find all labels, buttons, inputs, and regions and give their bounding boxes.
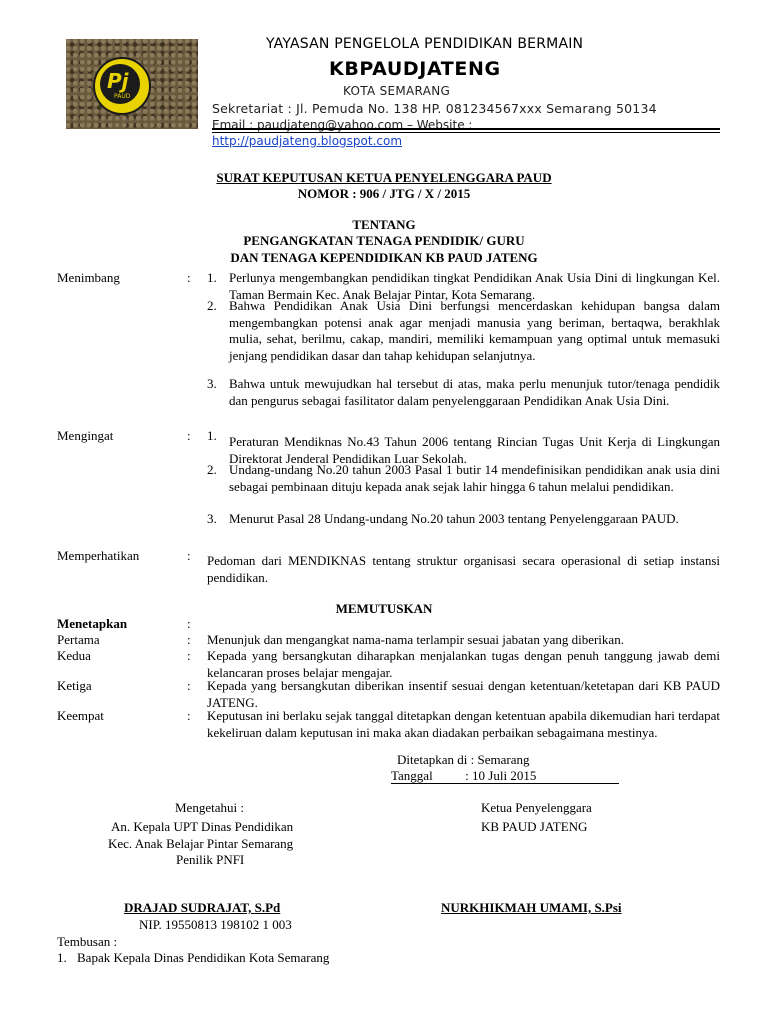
- left-sign-line4: Penilik PNFI: [176, 852, 245, 867]
- mengingat-item-2: Undang-undang No.20 tahun 2003 Pasal 1 butir 14 mendefinisikan pendidikan anak usia dini sebagai pembinaan dituju kepada anak sejak lahir hingga 6 tahun melalui pendidikan.: [229, 462, 720, 494]
- kedua-colon: :: [187, 648, 191, 663]
- menimbang-item-3: Bahwa untuk mewujudkan hal tersebut di atas, maka perlu menunjuk tutor/tenaga pendidik dan pengurus sebagai fasilitator dalam penyelenggaraan Pendidikan Anak Usia Dini.: [229, 376, 720, 408]
- pertama-label: Pertama: [57, 632, 100, 647]
- mengingat-num-1: 1.: [207, 428, 217, 443]
- org-address: Sekretariat : Jl. Pemuda No. 138 HP. 081234567xxx Semarang 50134: [212, 101, 657, 116]
- ditetapkan-place: Ditetapkan di : Semarang: [397, 752, 530, 767]
- subject-heading: TENTANG: [352, 217, 416, 232]
- mengingat-colon: :: [187, 428, 191, 443]
- keempat-colon: :: [187, 708, 191, 723]
- kedua-text: Kepada yang bersangkutan diharapkan menjalankan tugas dengan penuh tanggung jawab demi kelancaran proses belajar mengajar.: [207, 648, 720, 680]
- kedua-label: Kedua: [57, 648, 91, 663]
- tembusan-label: Tembusan :: [57, 934, 118, 949]
- right-sign-line1: Ketua Penyelenggara: [481, 800, 592, 815]
- tembusan-num-1: 1.: [57, 950, 67, 965]
- menimbang-num-3: 3.: [207, 376, 217, 391]
- org-name-line1: YAYASAN PENGELOLA PENDIDIKAN BERMAIN: [266, 36, 584, 52]
- right-signatory-name: NURKHIKMAH UMAMI, S.Psi: [441, 900, 622, 915]
- logo-emblem-icon: [93, 57, 151, 115]
- menimbang-num-1: 1.: [207, 270, 217, 285]
- pertama-colon: :: [187, 632, 191, 647]
- subject-line2: DAN TENAGA KEPENDIDIKAN KB PAUD JATENG: [230, 250, 538, 265]
- ketiga-label: Ketiga: [57, 678, 92, 693]
- subject-line1: PENGANGKATAN TENAGA PENDIDIK/ GURU: [243, 233, 525, 248]
- right-sign-line2: KB PAUD JATENG: [481, 819, 588, 834]
- org-name-line2: KBPAUDJATENG: [329, 58, 501, 80]
- website-link[interactable]: http://paudjateng.blogspot.com: [212, 134, 403, 148]
- letterhead-rule-thick: [212, 128, 720, 130]
- keempat-label: Keempat: [57, 708, 104, 723]
- left-signatory-nip: NIP. 19550813 198102 1 003: [139, 917, 292, 932]
- date-underline: [391, 783, 619, 784]
- memperhatikan-colon: :: [187, 548, 191, 563]
- org-city: KOTA SEMARANG: [343, 84, 451, 98]
- decree-title: SURAT KEPUTUSAN KETUA PENYELENGGARA PAUD: [216, 170, 552, 185]
- tanggal-date: Tanggal : 10 Juli 2015: [391, 768, 537, 783]
- menetapkan-colon: :: [187, 616, 191, 631]
- pertama-text: Menunjuk dan mengangkat nama-nama terlampir sesuai jabatan yang diberikan.: [207, 632, 624, 647]
- menimbang-item-2: Bahwa Pendidikan Anak Usia Dini berfungsi mencerdaskan kehidupan bangsa dalam mengembangkan potensi anak agar menjadi manusia yang beriman, bertaqwa, berakhlak mulia, sehat, berilmu, cakap, mandiri, memiliki kemampuan yang optimal untuk memasuki jenjang pendidikan dasar dan tahap kehidupan selanjutnya.: [229, 298, 720, 363]
- organization-logo: [66, 39, 198, 129]
- decree-number: NOMOR : 906 / JTG / X / 2015: [297, 186, 471, 201]
- memperhatikan-text: Pedoman dari MENDIKNAS tentang struktur organisasi secara operasional di setiap instansi pendidikan.: [207, 553, 720, 585]
- org-email: Email : paudjateng@yahoo.com – Website :: [212, 118, 473, 132]
- left-sign-line3: Kec. Anak Belajar Pintar Semarang: [108, 836, 294, 851]
- menimbang-label: Menimbang: [57, 270, 120, 285]
- left-sign-line1: Mengetahui :: [175, 800, 244, 815]
- tembusan-item-1: Bapak Kepala Dinas Pendidikan Kota Semarang: [77, 950, 330, 965]
- mengingat-item-3: Menurut Pasal 28 Undang-undang No.20 tahun 2003 tentang Penyelenggaraan PAUD.: [229, 511, 679, 526]
- letterhead-rule-thin: [212, 132, 720, 133]
- menetapkan-label: Menetapkan: [57, 616, 128, 631]
- ketiga-colon: :: [187, 678, 191, 693]
- logo-subtext: PAUD: [114, 93, 131, 100]
- left-signatory-name: DRAJAD SUDRAJAT, S.Pd: [124, 900, 281, 915]
- left-sign-line2: An. Kepala UPT Dinas Pendidikan: [111, 819, 294, 834]
- mengingat-num-2: 2.: [207, 462, 217, 477]
- menimbang-num-2: 2.: [207, 298, 217, 313]
- memperhatikan-label: Memperhatikan: [57, 548, 140, 563]
- mengingat-num-3: 3.: [207, 511, 217, 526]
- menimbang-colon: :: [187, 270, 191, 285]
- logo-text: Pj: [107, 69, 129, 93]
- memutuskan-heading: MEMUTUSKAN: [335, 601, 433, 616]
- menimbang-item-1: Perlunya mengembangkan pendidikan tingkat Pendidikan Anak Usia Dini di lingkungan Kel. Taman Bermain Kec. Anak Belajar Pintar, Kota Semarang.: [229, 270, 720, 302]
- mengingat-item-1: Peraturan Mendiknas No.43 Tahun 2006 tentang Rincian Tugas Unit Kerja di Lingkungan Direktorat Jenderal Pendidikan Luar Sekolah.: [229, 434, 720, 466]
- ketiga-text: Kepada yang bersangkutan diberikan insentif sesuai dengan ketentuan/ketetapan dari KB PAUD JATENG.: [207, 678, 720, 710]
- mengingat-label: Mengingat: [57, 428, 114, 443]
- keempat-text: Keputusan ini berlaku sejak tanggal ditetapkan dengan ketentuan apabila dikemudian hari terdapat kekeliruan dalam keputusan ini maka akan diadakan perbaikan sebagaimana mestinya.: [207, 708, 720, 740]
